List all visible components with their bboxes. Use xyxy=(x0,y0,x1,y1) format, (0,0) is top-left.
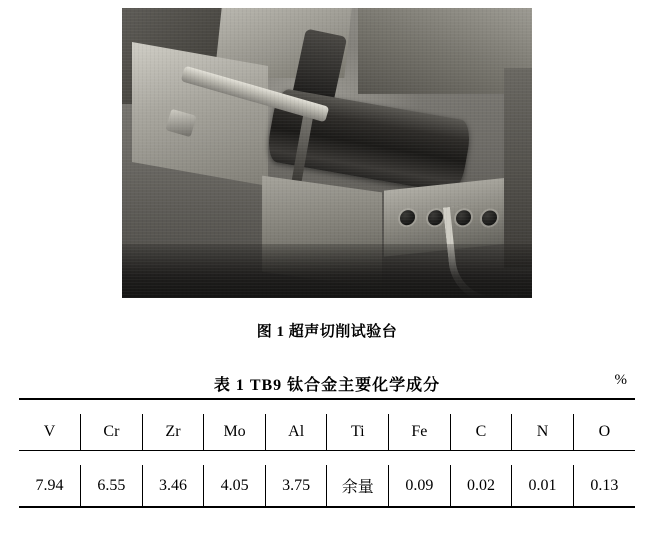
table-bottom-rule xyxy=(19,506,635,508)
table-title-row xyxy=(27,372,627,398)
table-unit-label: % xyxy=(614,372,627,388)
table-cell: 3.46 xyxy=(142,465,204,506)
table-cell: 6.55 xyxy=(81,465,143,506)
table-cell: 余量 xyxy=(327,465,389,506)
table-cell: 0.09 xyxy=(389,465,451,506)
chemical-composition-table xyxy=(19,414,635,450)
test-bench-photo xyxy=(122,8,532,298)
table-cell: 0.13 xyxy=(573,465,635,506)
column-header: C xyxy=(450,414,512,450)
column-header: Mo xyxy=(204,414,266,450)
chemical-composition-values xyxy=(19,465,635,506)
column-header: Al xyxy=(265,414,327,450)
table-top-rule xyxy=(19,398,635,400)
table-title: 表 1 TB9 钛合金主要化学成分 xyxy=(213,377,441,394)
column-header: Cr xyxy=(81,414,143,450)
photo-grain-overlay xyxy=(122,8,532,298)
column-header: Fe xyxy=(389,414,451,450)
column-header: N xyxy=(512,414,574,450)
table-block xyxy=(0,372,654,508)
table-cell: 4.05 xyxy=(204,465,266,506)
column-header: Zr xyxy=(142,414,204,450)
table-row xyxy=(19,465,635,506)
column-header: V xyxy=(19,414,81,450)
table-mid-rule xyxy=(19,450,635,451)
column-header: Ti xyxy=(327,414,389,450)
table-cell: 0.01 xyxy=(512,465,574,506)
figure-caption: 图 1 超声切削试验台 xyxy=(256,324,398,340)
column-header: O xyxy=(573,414,635,450)
table-cell: 0.02 xyxy=(450,465,512,506)
table-header-row xyxy=(19,414,635,450)
table-cell: 3.75 xyxy=(265,465,327,506)
table-cell: 7.94 xyxy=(19,465,81,506)
